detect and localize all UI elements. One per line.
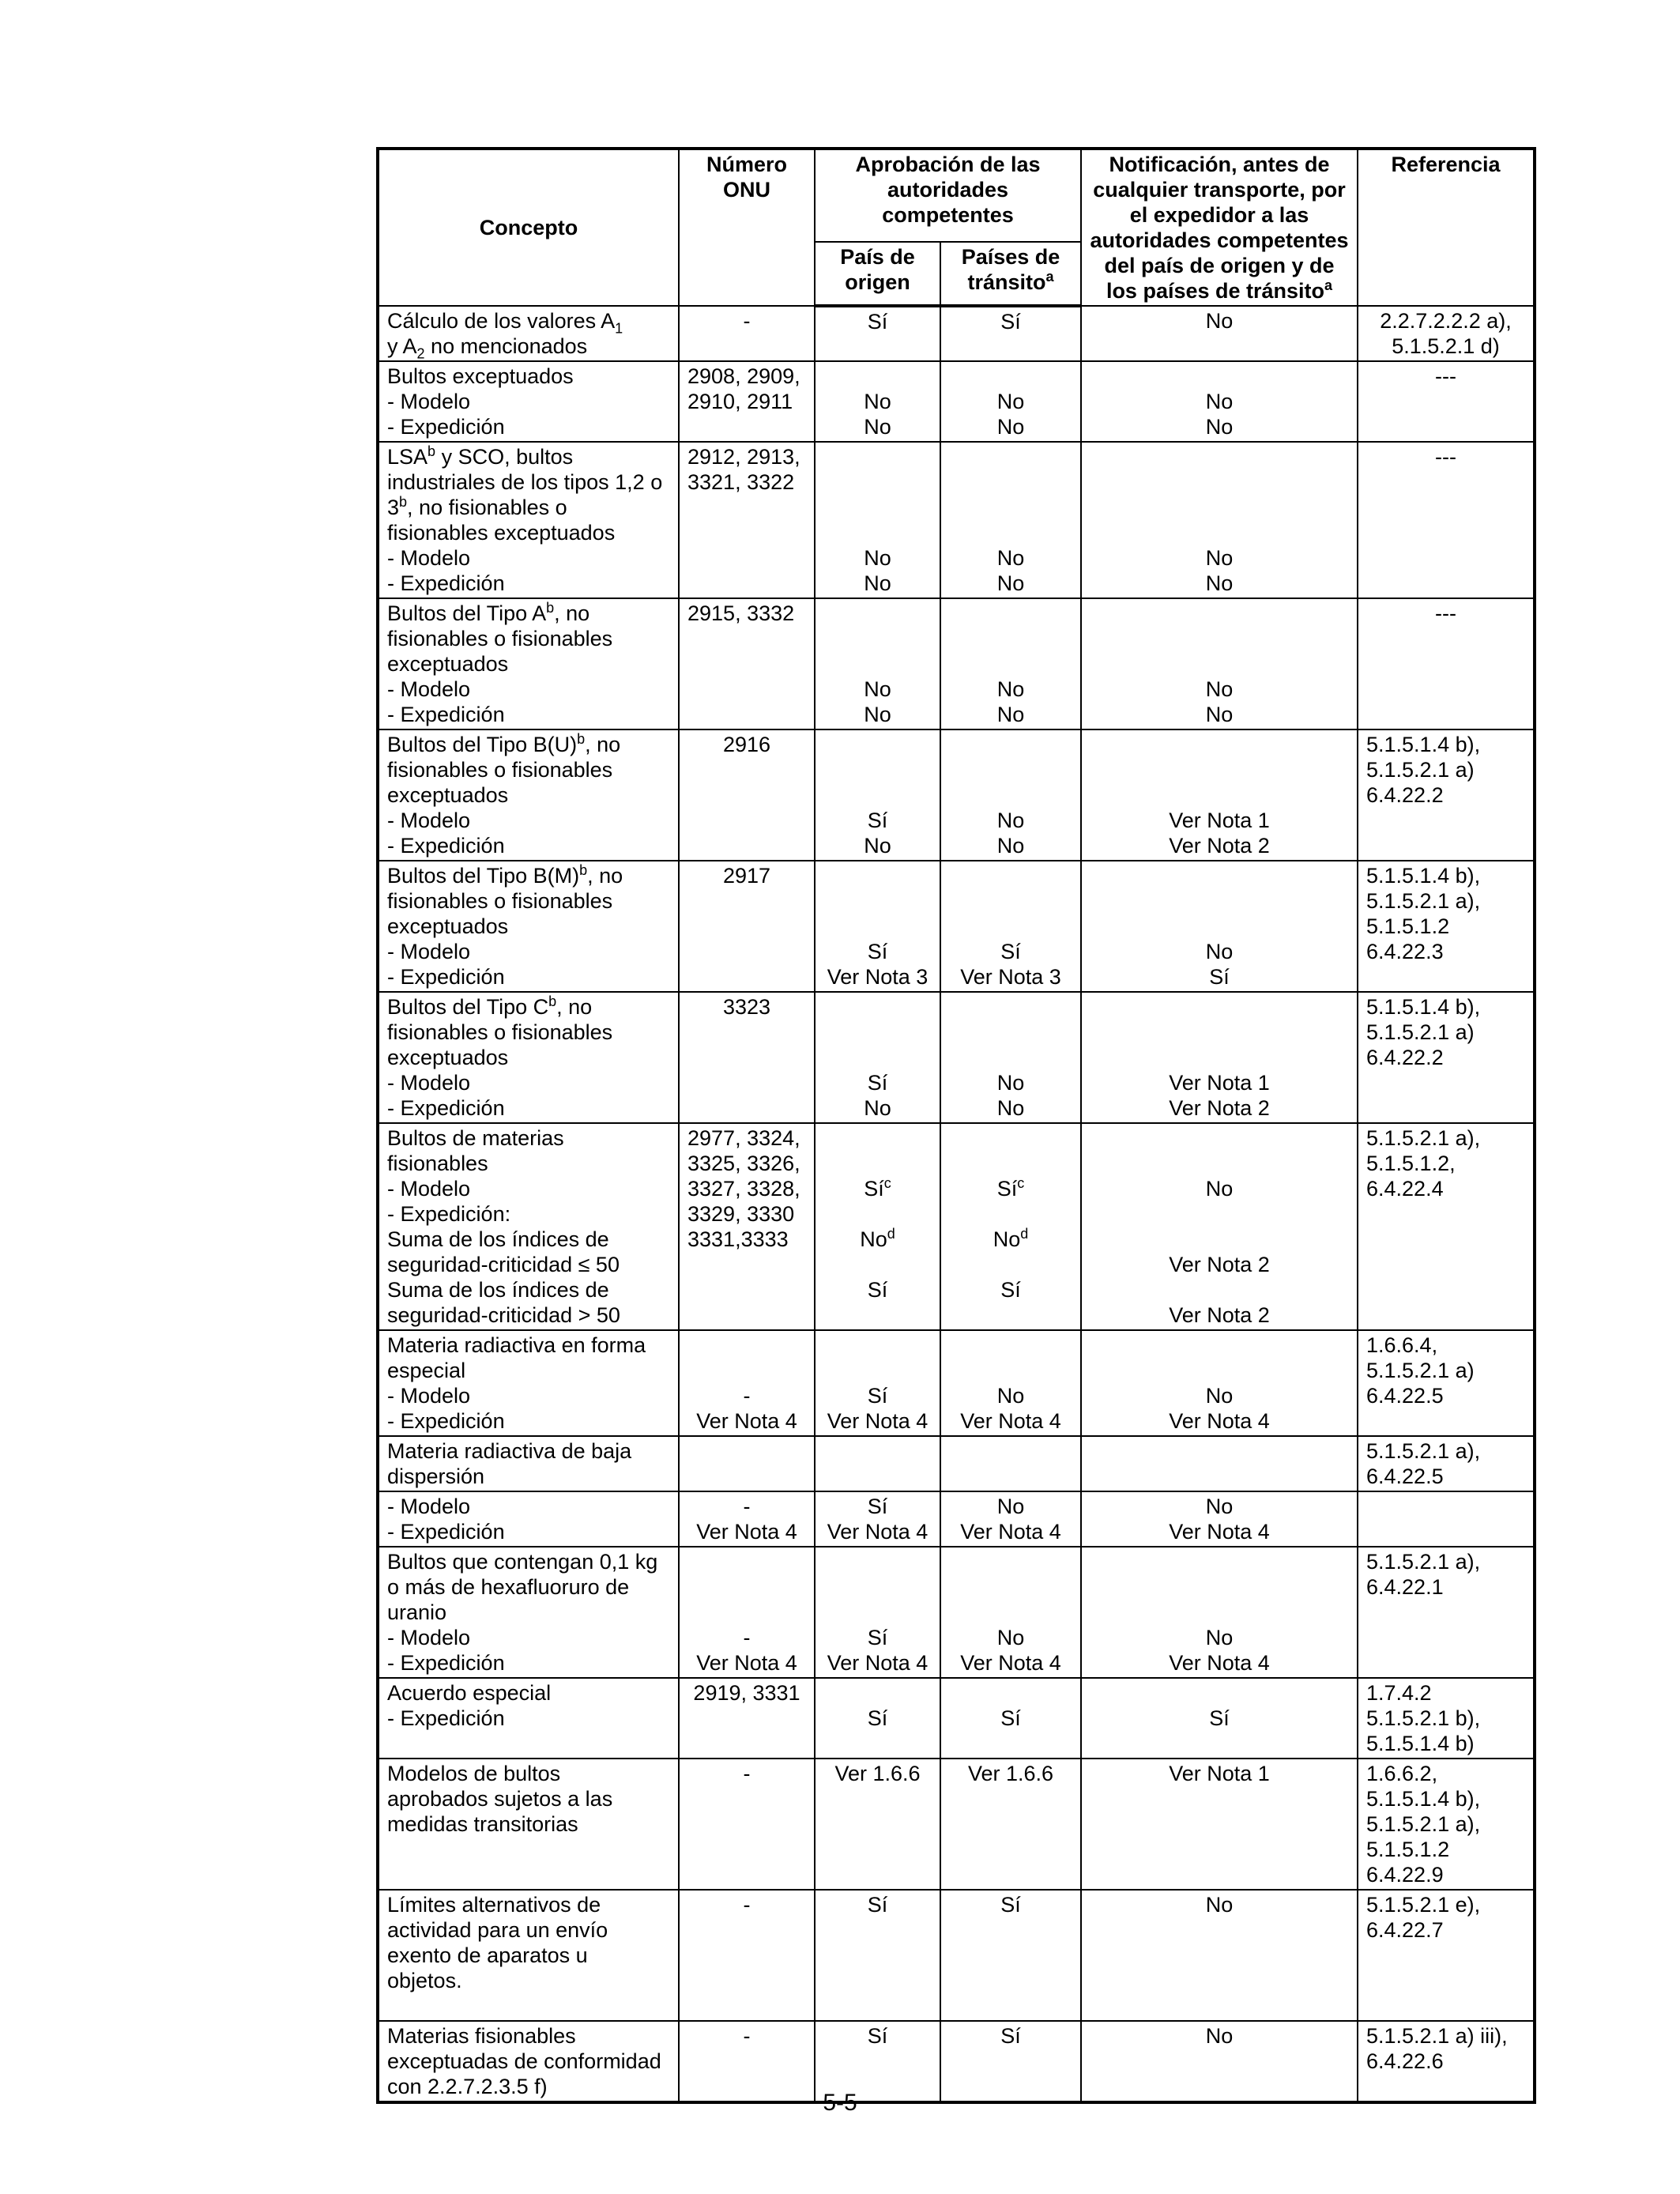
onu-cell: - — [679, 306, 815, 361]
transit-cell: No No — [940, 729, 1081, 861]
origin-cell: Sí — [815, 1890, 940, 2021]
concept-cell: Bultos del Tipo $C^b$, no fisionables o fisionables exceptuados - Modelo - Expedición — [378, 992, 679, 1123]
reference-cell: 5.1.5.2.1 a) iii), 6.4.22.6 — [1358, 2021, 1535, 2102]
table-row — [378, 1547, 1535, 1678]
transit-cell: Sí Ver Nota 3 — [940, 861, 1081, 992]
reference-cell: 5.1.5.2.1 a), 6.4.22.1 — [1358, 1547, 1535, 1678]
reference-cell: 1.6.6.2, 5.1.5.1.4 b), 5.1.5.2.1 a), 5.1.5.1.2 6.4.22.9 — [1358, 1759, 1535, 1890]
transit-cell: Sí — [940, 1890, 1081, 2021]
origin-cell: Sí — [815, 2021, 940, 2102]
origin-cell: No No — [815, 598, 940, 729]
concept-cell: Materias fisionables exceptuadas de conformidad con 2.2.7.2.3.5 f) — [378, 2021, 679, 2102]
reference-cell: 5.1.5.1.4 b), 5.1.5.2.1 a) 6.4.22.2 — [1358, 729, 1535, 861]
transit-cell: No Ver Nota 4 — [940, 1547, 1081, 1678]
reference-cell: 5.1.5.2.1 a), 6.4.22.5 — [1358, 1436, 1535, 1491]
onu-cell: 2917 — [679, 861, 815, 992]
onu-cell: 2915, 3332 — [679, 598, 815, 729]
reference-cell: 5.1.5.1.4 b), 5.1.5.2.1 a) 6.4.22.2 — [1358, 992, 1535, 1123]
transit-cell: Ver 1.6.6 — [940, 1759, 1081, 1890]
onu-cell: - — [679, 1890, 815, 2021]
table-row — [378, 729, 1535, 861]
onu-cell: 3323 — [679, 992, 815, 1123]
notification-cell: No Ver Nota 4 — [1081, 1547, 1358, 1678]
transit-cell: Sí — [940, 306, 1081, 361]
onu-cell: - — [679, 2021, 815, 2102]
table-row — [378, 598, 1535, 729]
origin-cell: Sí — [815, 1678, 940, 1759]
origin-cell: Sí Ver Nota 4 — [815, 1330, 940, 1436]
concept-cell: Bultos que contengan 0,1 kg o más de hexafluoruro de uranio - Modelo - Expedición — [378, 1547, 679, 1678]
table-row — [378, 1436, 1535, 1491]
notification-cell: No No — [1081, 361, 1358, 442]
notification-cell: Ver Nota 1 Ver Nota 2 — [1081, 992, 1358, 1123]
transit-cell: No No — [940, 442, 1081, 598]
transit-cell: Sí — [940, 1678, 1081, 1759]
onu-cell — [679, 1436, 815, 1491]
onu-cell: - Ver Nota 4 — [679, 1491, 815, 1547]
table-header — [378, 149, 1535, 306]
header-concepto: Concepto — [378, 149, 679, 306]
table-row — [378, 442, 1535, 598]
table-row — [378, 1491, 1535, 1547]
origin-cell: Sí Ver Nota 4 — [815, 1547, 940, 1678]
notification-cell: No — [1081, 306, 1358, 361]
origin-cell: $Sí^c$ No$^d$ Sí — [815, 1123, 940, 1330]
transit-cell: $Sí^c$ No$^d$ Sí — [940, 1123, 1081, 1330]
concept-cell: Bultos exceptuados - Modelo - Expedición — [378, 361, 679, 442]
origin-cell: No No — [815, 442, 940, 598]
notification-cell: No No — [1081, 598, 1358, 729]
page-number: 5-5 — [823, 2090, 857, 2116]
header-pais-origen: País de origen — [815, 242, 940, 306]
notification-cell: No — [1081, 1890, 1358, 2021]
notification-cell: No Ver Nota 4 — [1081, 1491, 1358, 1547]
concept-cell: Bultos del Tipo $A^b$, no fisionables o fisionables exceptuados - Modelo - Expedición — [378, 598, 679, 729]
table-row — [378, 1123, 1535, 1330]
concept-cell: Modelos de bultos aprobados sujetos a las medidas transitorias — [378, 1759, 679, 1890]
reference-cell: --- — [1358, 598, 1535, 729]
notification-cell: No Sí — [1081, 861, 1358, 992]
notification-cell: Sí — [1081, 1678, 1358, 1759]
reference-cell: 1.6.6.4, 5.1.5.2.1 a) 6.4.22.5 — [1358, 1330, 1535, 1436]
onu-cell: - Ver Nota 4 — [679, 1330, 815, 1436]
reference-cell: 5.1.5.2.1 e), 6.4.22.7 — [1358, 1890, 1535, 2021]
table-row — [378, 992, 1535, 1123]
transit-cell: No No — [940, 361, 1081, 442]
origin-cell: No No — [815, 361, 940, 442]
concept-cell: Acuerdo especial - Expedición — [378, 1678, 679, 1759]
reference-cell: 2.2.7.2.2.2 a), 5.1.5.2.1 d) — [1358, 306, 1535, 361]
concept-cell: LSA$^b$ y SCO, bultos industriales de los tipos 1,2 o 3$^b$, no fisionables o fisionables exceptuados - Modelo - Expedición — [378, 442, 679, 598]
onu-cell: 2912, 2913, 3321, 3322 — [679, 442, 815, 598]
table-row — [378, 1759, 1535, 1890]
concept-cell: - Modelo - Expedición — [378, 1491, 679, 1547]
header-numero-onu: Número ONU — [679, 149, 815, 306]
onu-cell: 2919, 3331 — [679, 1678, 815, 1759]
reference-cell: --- — [1358, 442, 1535, 598]
notification-cell: No — [1081, 2021, 1358, 2102]
origin-cell: Sí Ver Nota 4 — [815, 1491, 940, 1547]
notification-cell: Ver Nota 1 Ver Nota 2 — [1081, 729, 1358, 861]
transit-cell: No No — [940, 992, 1081, 1123]
header-notificacion: Notificación, antes de cualquier transporte, por el expedidor a las autoridades competentes del país de origen y de los países de tránsito$^a$ — [1081, 149, 1358, 306]
onu-cell: - — [679, 1759, 815, 1890]
concept-cell: Bultos del Tipo $B(U)^b$, no fisionables o fisionables exceptuados - Modelo - Expedición — [378, 729, 679, 861]
table-row — [378, 361, 1535, 442]
concept-cell: Materia radiactiva de baja dispersión — [378, 1436, 679, 1491]
onu-cell: 2908, 2909, 2910, 2911 — [679, 361, 815, 442]
header-aprobacion: Aprobación de las autoridades competentes — [815, 149, 1081, 242]
reference-cell: --- — [1358, 361, 1535, 442]
origin-cell — [815, 1436, 940, 1491]
header-referencia: Referencia — [1358, 149, 1535, 306]
notification-cell: No Ver Nota 4 — [1081, 1330, 1358, 1436]
concept-cell: Bultos de materias fisionables - Modelo - Expedición: Suma de los índices de seguridad-criticidad ≤ 50 Suma de los índices de seguridad-criticidad > 50 — [378, 1123, 679, 1330]
notification-cell: No Ver Nota 2 Ver Nota 2 — [1081, 1123, 1358, 1330]
onu-cell: 2916 — [679, 729, 815, 861]
reference-cell: 5.1.5.2.1 a), 5.1.5.1.2, 6.4.22.4 — [1358, 1123, 1535, 1330]
notification-cell: Ver Nota 1 — [1081, 1759, 1358, 1890]
origin-cell: Ver 1.6.6 — [815, 1759, 940, 1890]
onu-cell: 2977, 3324, 3325, 3326, 3327, 3328, 3329, 3330 3331,3333 — [679, 1123, 815, 1330]
reference-cell — [1358, 1491, 1535, 1547]
table-row — [378, 861, 1535, 992]
concept-cell: Cálculo de los valores $A_1$ y $A_2$ no mencionados — [378, 306, 679, 361]
header-row — [378, 149, 1535, 242]
approval-notification-table — [376, 147, 1536, 2104]
reference-cell: 5.1.5.1.4 b), 5.1.5.2.1 a), 5.1.5.1.2 6.4.22.3 — [1358, 861, 1535, 992]
transit-cell — [940, 1436, 1081, 1491]
transit-cell: No No — [940, 598, 1081, 729]
transit-cell: No Ver Nota 4 — [940, 1330, 1081, 1436]
table-row — [378, 1678, 1535, 1759]
table-row — [378, 306, 1535, 361]
notification-cell: No No — [1081, 442, 1358, 598]
origin-cell: Sí No — [815, 729, 940, 861]
concept-cell: Límites alternativos de actividad para un envío exento de aparatos u objetos. — [378, 1890, 679, 2021]
origin-cell: Sí No — [815, 992, 940, 1123]
transit-cell: Sí — [940, 2021, 1081, 2102]
concept-cell: Bultos del Tipo $B(M)^b$, no fisionables o fisionables exceptuados - Modelo - Expedición — [378, 861, 679, 992]
notification-cell — [1081, 1436, 1358, 1491]
table-row — [378, 1330, 1535, 1436]
header-paises-transito: Países de tránsito$^a$ — [940, 242, 1081, 306]
origin-cell: Sí — [815, 306, 940, 361]
table-row — [378, 1890, 1535, 2021]
concept-cell: Materia radiactiva en forma especial - Modelo - Expedición — [378, 1330, 679, 1436]
reference-cell: 1.7.4.2 5.1.5.2.1 b), 5.1.5.1.4 b) — [1358, 1678, 1535, 1759]
transit-cell: No Ver Nota 4 — [940, 1491, 1081, 1547]
origin-cell: Sí Ver Nota 3 — [815, 861, 940, 992]
onu-cell: - Ver Nota 4 — [679, 1547, 815, 1678]
